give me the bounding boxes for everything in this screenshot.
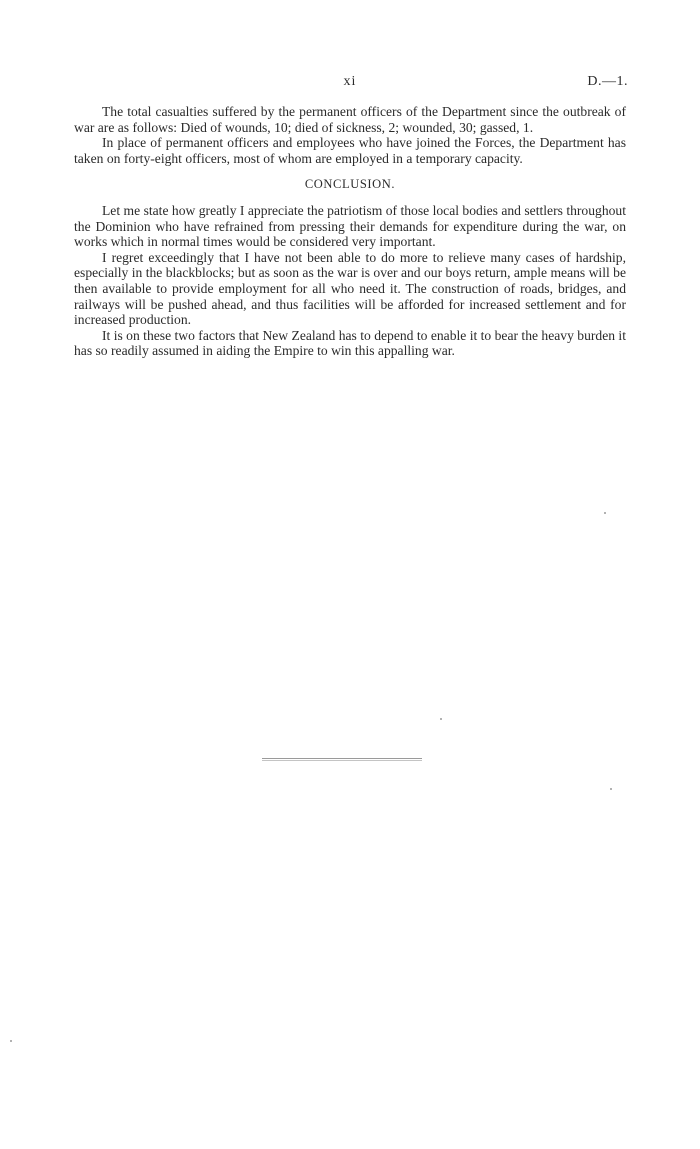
page-number: xi xyxy=(343,74,357,89)
scan-speck xyxy=(10,1040,12,1042)
scan-speck xyxy=(440,718,442,720)
paragraph-replacement-officers: In place of permanent officers and employees who have joined the Forces, the Department has taken on forty-eight officers, most of whom are employed in a temporary capacity. xyxy=(74,135,626,166)
body-text xyxy=(74,104,626,359)
paragraph-casualties: The total casualties suffered by the permanent officers of the Department since the outbreak of war are as follows: Died of wounds, 10; died of sickness, 2; wounded, 30; gassed, 1. xyxy=(74,104,626,135)
scan-speck xyxy=(604,512,606,514)
scan-speck xyxy=(610,788,612,790)
document-reference: D.—1. xyxy=(587,74,628,89)
paragraph-regret: I regret exceedingly that I have not been able to do more to relieve many cases of hardship, especially in the blackblocks; but as soon as the war is over and our boys return, ample means will be then available to provide employment for all who need it. The construction of roads, bridges, and railways will be pushed ahead, and thus facilities will be afforded for increased settlement and for increased production. xyxy=(74,249,626,328)
section-heading-conclusion: CONCLUSION. xyxy=(304,177,396,192)
paragraph-appreciation: Let me state how greatly I appreciate the patriotism of those local bodies and settlers throughout the Dominion who have refrained from pressing their demands for expenditure during the war, on works which in normal times would be considered very important. xyxy=(74,202,626,250)
paragraph-closing: It is on these two factors that New Zealand has to depend to enable it to bear the heavy burden it has so readily assumed in aiding the Empire to win this appalling war. xyxy=(74,327,626,359)
closing-rule-divider xyxy=(262,758,422,761)
